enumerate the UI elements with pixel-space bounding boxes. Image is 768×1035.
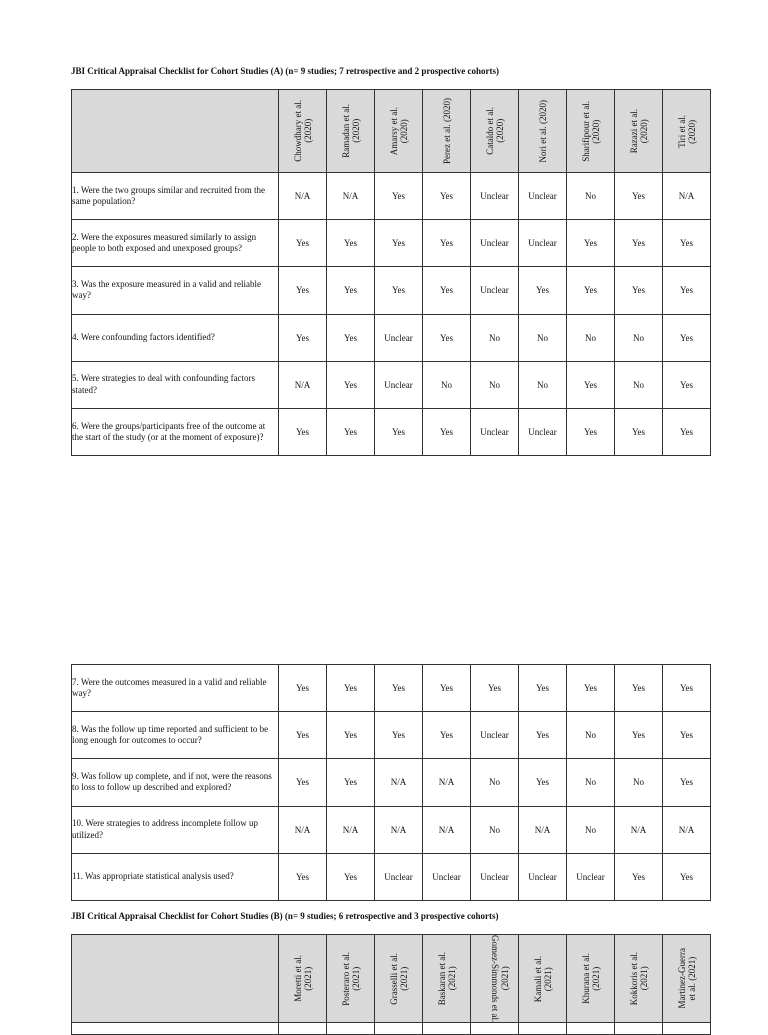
study-header	[615, 935, 663, 1023]
study-name: Amarsy et al.	[388, 106, 399, 156]
rating-cell: Yes	[327, 759, 375, 806]
rating-cell: No	[615, 759, 663, 806]
rating-cell: N/A	[375, 759, 423, 806]
rating-cell: No	[615, 361, 663, 408]
rating-cell: No	[471, 806, 519, 853]
rating-cell: No	[423, 361, 471, 408]
table-a-body-part-1	[72, 173, 711, 456]
rating-cell: Yes	[519, 665, 567, 712]
rating-cell: Yes	[375, 220, 423, 267]
rating-cell: Yes	[423, 665, 471, 712]
rating-cell: Yes	[423, 267, 471, 314]
table-a-title: JBI Critical Appraisal Checklist for Cohort Studies (A) (n= 9 studies; 7 retrospective and 2 prospective cohorts)	[71, 66, 499, 76]
rating-cell: Unclear	[519, 173, 567, 220]
table-row	[72, 220, 711, 267]
rating-cell: Yes	[279, 759, 327, 806]
study-header	[279, 935, 327, 1023]
rating-cell: Yes	[327, 267, 375, 314]
question-cell: 1. Were the two groups similar and recruited from the same population?	[72, 173, 279, 220]
rating-cell: Yes	[375, 267, 423, 314]
rating-cell: No	[615, 314, 663, 361]
question-cell: 4. Were confounding factors identified?	[72, 314, 279, 361]
rating-cell: Yes	[375, 408, 423, 455]
study-name: Grasselli et al.	[388, 952, 399, 1005]
study-header	[423, 935, 471, 1023]
rating-cell: Unclear	[471, 712, 519, 759]
rating-cell: Yes	[471, 665, 519, 712]
rating-cell: N/A	[519, 806, 567, 853]
study-header	[519, 90, 567, 173]
study-name: Kokkoris et al.	[628, 952, 639, 1006]
study-header	[615, 90, 663, 173]
rating-cell: Yes	[615, 173, 663, 220]
study-header	[279, 90, 327, 173]
appraisal-table-a-part-2	[71, 664, 711, 901]
rating-cell: Yes	[423, 220, 471, 267]
rating-cell: No	[567, 314, 615, 361]
study-header	[471, 90, 519, 173]
rating-cell: N/A	[615, 806, 663, 853]
rating-cell: No	[519, 314, 567, 361]
rating-cell: Yes	[615, 220, 663, 267]
rating-cell: Yes	[663, 361, 711, 408]
study-header	[327, 90, 375, 173]
study-name: Sharifipour et al.	[580, 100, 591, 162]
rating-cell: N/A	[663, 806, 711, 853]
appraisal-table-a-part-1	[71, 89, 711, 456]
study-year: (2020)	[638, 119, 649, 143]
rating-cell: Yes	[279, 314, 327, 361]
table-row	[72, 314, 711, 361]
rating-cell: N/A	[327, 173, 375, 220]
table-row	[72, 361, 711, 408]
rating-cell: Unclear	[519, 408, 567, 455]
table-row	[72, 806, 711, 853]
study-name: Posteraro et al.	[340, 951, 351, 1006]
study-header	[663, 935, 711, 1023]
rating-cell: Yes	[327, 220, 375, 267]
rating-cell: Yes	[567, 408, 615, 455]
question-cell: 11. Was appropriate statistical analysis used?	[72, 853, 279, 900]
rating-cell: Yes	[327, 314, 375, 361]
rating-cell: Unclear	[375, 853, 423, 900]
rating-cell: Unclear	[471, 408, 519, 455]
question-cell: 8. Was the follow up time reported and sufficient to be long enough for outcomes to occur?	[72, 712, 279, 759]
rating-cell: N/A	[423, 759, 471, 806]
rating-cell: Yes	[327, 408, 375, 455]
study-name: Nori et al. (2020)	[537, 99, 548, 163]
rating-cell: Yes	[615, 665, 663, 712]
rating-cell: Yes	[327, 665, 375, 712]
study-name: Moretti et al.	[292, 955, 303, 1002]
study-name: Kamali et al.	[532, 955, 543, 1002]
rating-cell: Yes	[375, 712, 423, 759]
study-name: Cataldo et al.	[484, 107, 495, 155]
rating-cell: Yes	[663, 853, 711, 900]
rating-cell: Yes	[279, 853, 327, 900]
rating-cell: N/A	[279, 361, 327, 408]
study-name: Gomez-Simmonds et al.	[489, 935, 500, 1023]
study-year: (2020)	[590, 119, 601, 143]
header-blank-cell	[72, 90, 279, 173]
study-header	[423, 90, 471, 173]
table-b-title: JBI Critical Appraisal Checklist for Cohort Studies (B) (n= 9 studies; 6 retrospective and 3 prospective cohorts)	[71, 911, 499, 921]
rating-cell: N/A	[279, 173, 327, 220]
rating-cell: Unclear	[471, 853, 519, 900]
rating-cell: Yes	[663, 408, 711, 455]
study-year: (2021)	[398, 966, 409, 991]
question-cell: 2. Were the exposures measured similarly to assign people to both exposed and unexposed groups?	[72, 220, 279, 267]
rating-cell: Yes	[423, 712, 471, 759]
study-name: Baskaran et al.	[436, 952, 447, 1006]
rating-cell: Yes	[423, 408, 471, 455]
rating-cell: Yes	[615, 267, 663, 314]
rating-cell: Yes	[567, 665, 615, 712]
rating-cell: No	[471, 314, 519, 361]
rating-cell: Unclear	[519, 853, 567, 900]
study-name: Khurana et al.	[580, 953, 591, 1004]
rating-cell: Yes	[663, 712, 711, 759]
rating-cell: Yes	[279, 267, 327, 314]
rating-cell: Unclear	[423, 853, 471, 900]
rating-cell: Yes	[423, 173, 471, 220]
rating-cell: N/A	[375, 806, 423, 853]
rating-cell: Yes	[519, 712, 567, 759]
table-row	[72, 853, 711, 900]
question-cell: 7. Were the outcomes measured in a valid and reliable way?	[72, 665, 279, 712]
rating-cell: Yes	[663, 665, 711, 712]
rating-cell: Yes	[327, 853, 375, 900]
rating-cell: No	[471, 361, 519, 408]
table-row	[72, 759, 711, 806]
rating-cell: Yes	[663, 267, 711, 314]
study-year: et al. (2021)	[686, 956, 697, 1001]
study-header	[663, 90, 711, 173]
rating-cell: Unclear	[567, 853, 615, 900]
study-header	[471, 935, 519, 1023]
rating-cell: Yes	[327, 712, 375, 759]
rating-cell: Yes	[375, 665, 423, 712]
table-row	[72, 267, 711, 314]
question-cell: 5. Were strategies to deal with confounding factors stated?	[72, 361, 279, 408]
rating-cell: No	[471, 759, 519, 806]
rating-cell: Unclear	[375, 361, 423, 408]
study-year: (2020)	[398, 119, 409, 143]
study-header	[519, 935, 567, 1023]
rating-cell: Yes	[615, 712, 663, 759]
rating-cell: N/A	[279, 806, 327, 853]
study-name: Tiri et al.	[676, 114, 687, 148]
study-header	[375, 90, 423, 173]
rating-cell: Yes	[327, 361, 375, 408]
study-year: (2020)	[686, 119, 697, 143]
rating-cell: Yes	[567, 267, 615, 314]
rating-cell: Yes	[375, 173, 423, 220]
question-cell: 9. Was follow up complete, and if not, were the reasons to loss to follow up described and explored?	[72, 759, 279, 806]
rating-cell: No	[567, 806, 615, 853]
rating-cell: Yes	[663, 759, 711, 806]
study-name: Perez et al. (2020)	[441, 98, 452, 164]
rating-cell: No	[567, 712, 615, 759]
table-row	[72, 173, 711, 220]
study-header	[567, 90, 615, 173]
question-cell: 10. Were strategies to address incomplete follow up utilized?	[72, 806, 279, 853]
study-year: (2021)	[302, 966, 313, 991]
rating-cell: N/A	[327, 806, 375, 853]
rating-cell: Yes	[519, 759, 567, 806]
study-year: (2020)	[302, 119, 313, 143]
rating-cell: No	[519, 361, 567, 408]
table-row	[72, 665, 711, 712]
rating-cell: Yes	[567, 361, 615, 408]
rating-cell: No	[567, 759, 615, 806]
rating-cell: Yes	[423, 314, 471, 361]
rating-cell: Yes	[279, 665, 327, 712]
rating-cell: Yes	[279, 220, 327, 267]
study-header	[327, 935, 375, 1023]
rating-cell: N/A	[423, 806, 471, 853]
table-b-body	[72, 1023, 711, 1035]
study-year: (2021)	[638, 966, 649, 991]
study-header-row	[72, 90, 711, 173]
study-name: Razazi et al.	[628, 108, 639, 154]
study-year: (2021)	[350, 966, 361, 991]
table-row	[72, 408, 711, 455]
rating-cell: Yes	[567, 220, 615, 267]
rating-cell: Yes	[615, 853, 663, 900]
rating-cell: Unclear	[471, 220, 519, 267]
study-header	[567, 935, 615, 1023]
rating-cell: Unclear	[471, 267, 519, 314]
table-a-body-part-2	[72, 665, 711, 901]
study-name: Ramadan et al.	[340, 104, 351, 158]
rating-cell: Yes	[615, 408, 663, 455]
rating-cell: Unclear	[471, 173, 519, 220]
study-year: (2021)	[446, 966, 457, 991]
appraisal-table-b	[71, 934, 711, 1035]
study-name: Martinez-Guerra	[676, 948, 687, 1009]
rating-cell: No	[567, 173, 615, 220]
question-cell: 6. Were the groups/participants free of the outcome at the start of the study (or at the moment of exposure)?	[72, 408, 279, 455]
table-row	[72, 1023, 711, 1035]
rating-cell: Yes	[663, 314, 711, 361]
study-year: (2021)	[499, 966, 510, 991]
study-year: (2020)	[350, 119, 361, 143]
rating-cell: Yes	[519, 267, 567, 314]
rating-cell: Yes	[663, 220, 711, 267]
study-name: Chowdhary et al.	[292, 100, 303, 162]
rating-cell: N/A	[663, 173, 711, 220]
table-row	[72, 712, 711, 759]
rating-cell: Yes	[279, 712, 327, 759]
rating-cell: Yes	[279, 408, 327, 455]
study-header	[375, 935, 423, 1023]
study-year: (2020)	[494, 119, 505, 143]
question-cell: 3. Was the exposure measured in a valid and reliable way?	[72, 267, 279, 314]
rating-cell: Unclear	[375, 314, 423, 361]
study-header-row	[72, 935, 711, 1023]
study-year: (2021)	[542, 966, 553, 991]
rating-cell: Unclear	[519, 220, 567, 267]
study-year: (2021)	[590, 966, 601, 991]
header-blank-cell	[72, 935, 279, 1023]
